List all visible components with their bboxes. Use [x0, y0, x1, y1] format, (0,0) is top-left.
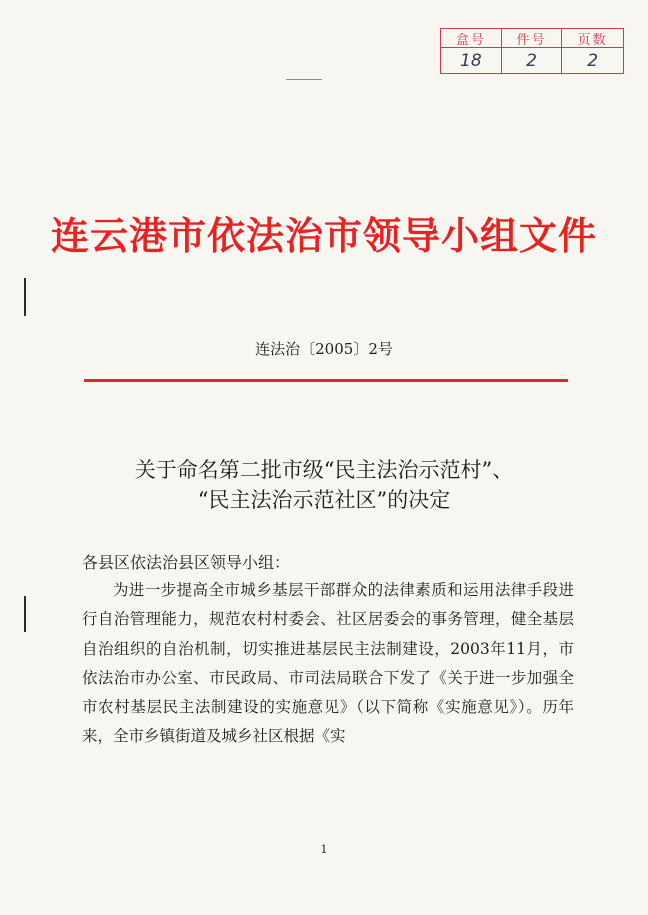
salutation: 各县区依法治县区领导小组： — [82, 553, 291, 572]
binding-mark — [24, 278, 26, 316]
stamp-header-pages: 页数 — [562, 29, 623, 48]
binding-mark — [24, 596, 26, 632]
archive-stamp — [440, 28, 624, 74]
stamp-value-box: 18 — [441, 48, 502, 73]
document-title-line-2: “民主法治示范社区”的决定 — [197, 488, 451, 512]
stamp-header-box: 盒号 — [441, 29, 502, 48]
stamp-header-item: 件号 — [502, 29, 563, 48]
stamp-value-pages: 2 — [587, 50, 599, 71]
stamp-value-item: 2 — [502, 48, 563, 73]
header-mark — [286, 79, 322, 80]
body-text — [82, 576, 574, 752]
red-divider — [84, 379, 568, 382]
page-number: 1 — [320, 843, 328, 856]
document-title-line-1: 关于命名第二批市级“民主法治示范村”、 — [134, 458, 514, 482]
issuer-title: 连云港市依法治市领导小组文件 — [50, 214, 597, 258]
paragraph: 为进一步提高全市城乡基层干部群众的法律素质和运用法律手段进行自治管理能力，规范农村村委会、社区居委会的事务管理，健全基层自治组织的自治机制，切实推进基层民主法制建设，2003年11月，市依法治市办公室、市民政局、市司法局联合下发了《关于进一步加强全市农村基层民主法制建设的实施意见》（以下简称《实施意见》）。历年来，全市乡镇街道及城乡社区根据《实 — [82, 581, 574, 746]
document-number: 连法治〔2005〕2号 — [255, 340, 393, 358]
